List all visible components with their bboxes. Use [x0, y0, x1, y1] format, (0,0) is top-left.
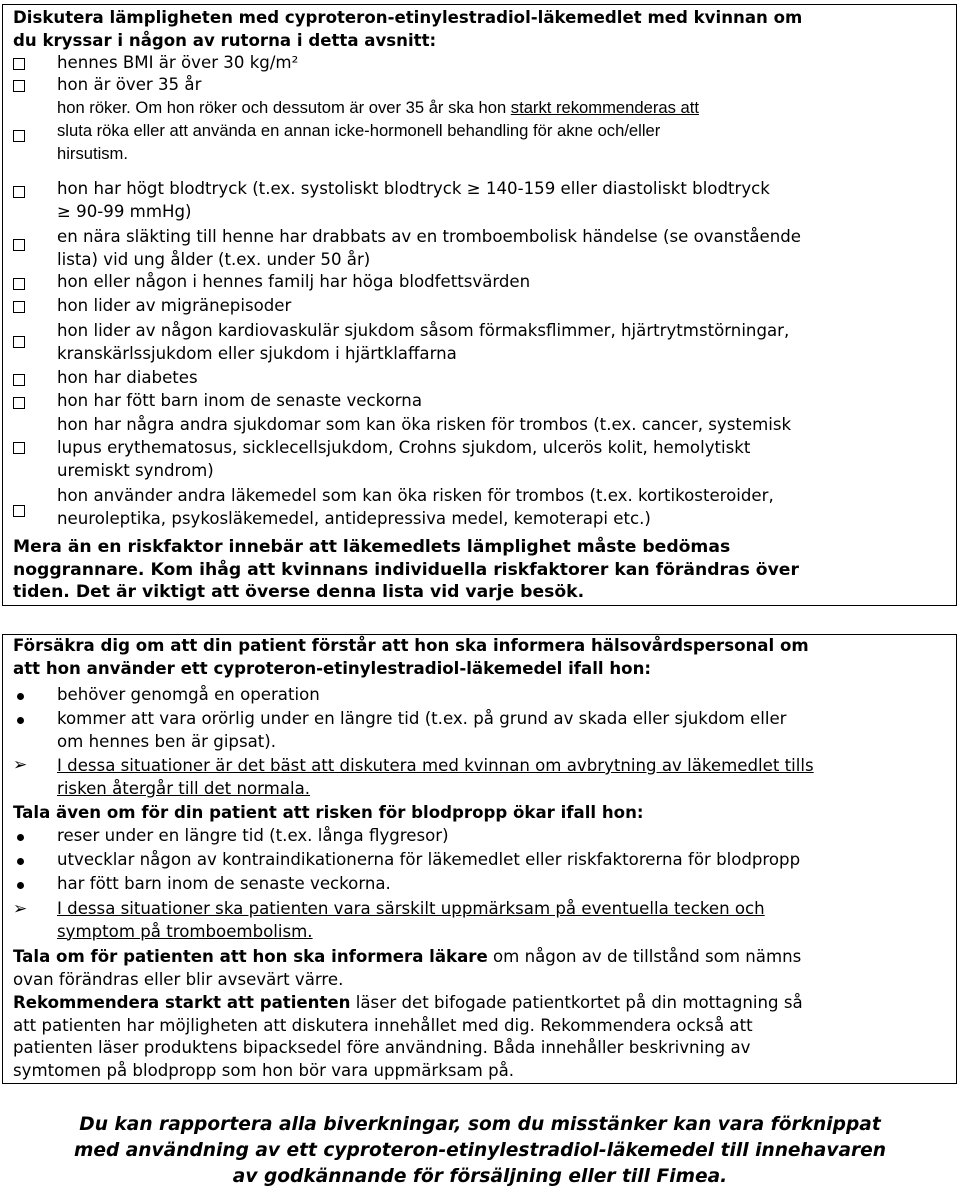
checklist-item: hon eller någon i hennes familj har höga blodfettsvärden: [57, 272, 531, 291]
bullet-icon: [17, 693, 24, 700]
checkbox[interactable]: [13, 397, 25, 409]
checklist-item: hon har diabetes: [57, 368, 198, 387]
checkbox[interactable]: [13, 374, 25, 386]
patient-info-section: [2, 634, 957, 1084]
list-item: har fött barn inom de senaste veckorna.: [57, 874, 391, 893]
paragraph-patient-card: Rekommendera starkt att patienten läser det bifogade patientkortet på din mottagning så att patienten har möjligheten att diskutera innehållet med dig. Rekommendera också att patienten läser produktens bipacksedel före användning. Båda innehåller beskrivning av symtomen på blodpropp som hon bör vara uppmärksam på.: [13, 993, 803, 1080]
section-heading: Försäkra dig om att din patient förstår att hon ska informera hälsovårdspersonal om att hon använder ett cyproteron-etinylestradiol-läkemedel ifall hon:: [13, 636, 809, 678]
footer-reporting-note: Du kan rapportera alla biverkningar, som du misstänker kan vara förknippat med användning av ett cyproteron-etinylestradiol-läkemedel till innehavaren av godkännande för försäljning eller till Fimea.: [73, 1114, 887, 1187]
checklist-item: hon lider av någon kardiovaskulär sjukdom såsom förmaksflimmer, hjärtrytmstörningar, kranskärlssjukdom eller sjukdom i hjärtklaffarna: [57, 321, 790, 363]
paragraph-inform-doctor: Tala om för patienten att hon ska informera läkare om någon av de tillstånd som nämns ovan förändras eller blir avsevärt värre.: [13, 947, 802, 989]
arrow-note: I dessa situationer ska patienten vara särskilt uppmärksam på eventuella tecken och symptom på tromboembolism.: [57, 899, 765, 941]
checkbox[interactable]: [13, 186, 25, 198]
section-heading: Diskutera lämpligheten med cyproteron-etinylestradiol-läkemedlet med kvinnan om du kryssar i någon av rutorna i detta avsnitt:: [13, 8, 803, 50]
checklist-item: hon har fött barn inom de senaste veckorna: [57, 391, 422, 410]
checkbox[interactable]: [13, 336, 25, 348]
checkbox[interactable]: [13, 58, 25, 70]
bullet-icon: [17, 717, 24, 724]
list-item: utvecklar någon av kontraindikationerna för läkemedlet eller riskfaktorerna för blodpropp: [57, 850, 801, 869]
arrow-icon: ➢: [13, 899, 28, 919]
checklist-item: hennes BMI är över 30 kg/m²: [57, 53, 299, 72]
checklist-section: [2, 4, 957, 606]
list-item: kommer att vara orörlig under en längre tid (t.ex. på grund av skada eller sjukdom eller om hennes ben är gipsat).: [57, 709, 787, 751]
bullet-icon: [17, 882, 24, 889]
bullet-icon: [17, 834, 24, 841]
checklist-item: hon lider av migränepisoder: [57, 296, 292, 315]
section-subheading: Tala även om för din patient att risken för blodpropp ökar ifall hon:: [13, 803, 644, 822]
arrow-note: I dessa situationer är det bäst att diskutera med kvinnan om avbrytning av läkemedlet tills risken återgår till det normala.: [57, 756, 814, 798]
checklist-item: en nära släkting till henne har drabbats av en tromboembolisk händelse (se ovanstående lista) vid ung ålder (t.ex. under 50 år): [57, 227, 802, 269]
checkbox[interactable]: [13, 80, 25, 92]
checkbox[interactable]: [13, 239, 25, 251]
bullet-icon: [17, 858, 24, 865]
checkbox[interactable]: [13, 442, 25, 454]
checkbox[interactable]: [13, 130, 25, 142]
checklist-item: hon röker. Om hon röker och dessutom är over 35 år ska hon starkt rekommenderas att sluta röka eller att använda en annan icke-hormonell behandling för akne och/eller hirsutism.: [57, 98, 699, 163]
checklist-item: hon har några andra sjukdomar som kan öka risken för trombos (t.ex. cancer, systemisk lupus erythematosus, sicklecellsjukdom, Crohns sjukdom, ulcerös kolit, hemolytiskt uremiskt syndrom): [57, 415, 792, 480]
checkbox[interactable]: [13, 278, 25, 290]
checkbox[interactable]: [13, 505, 25, 517]
list-item: reser under en längre tid (t.ex. långa flygresor): [57, 826, 449, 845]
arrow-icon: ➢: [13, 755, 28, 775]
checklist-item: hon är över 35 år: [57, 75, 202, 94]
checklist-item: hon använder andra läkemedel som kan öka risken för trombos (t.ex. kortikosteroider, neuroleptika, psykosläkemedel, antidepressiva medel, kemoterapi etc.): [57, 486, 774, 528]
checklist-item: hon har högt blodtryck (t.ex. systoliskt blodtryck ≥ 140-159 eller diastoliskt blodtryck ≥ 90-99 mmHg): [57, 179, 770, 221]
list-item: behöver genomgå en operation: [57, 685, 320, 704]
risk-note: Mera än en riskfaktor innebär att läkemedlets lämplighet måste bedömas noggrannare. Kom ihåg att kvinnans individuella riskfaktorer kan förändras över tiden. Det är viktigt att överse denna lista vid varje besök.: [13, 537, 799, 602]
checkbox[interactable]: [13, 301, 25, 313]
